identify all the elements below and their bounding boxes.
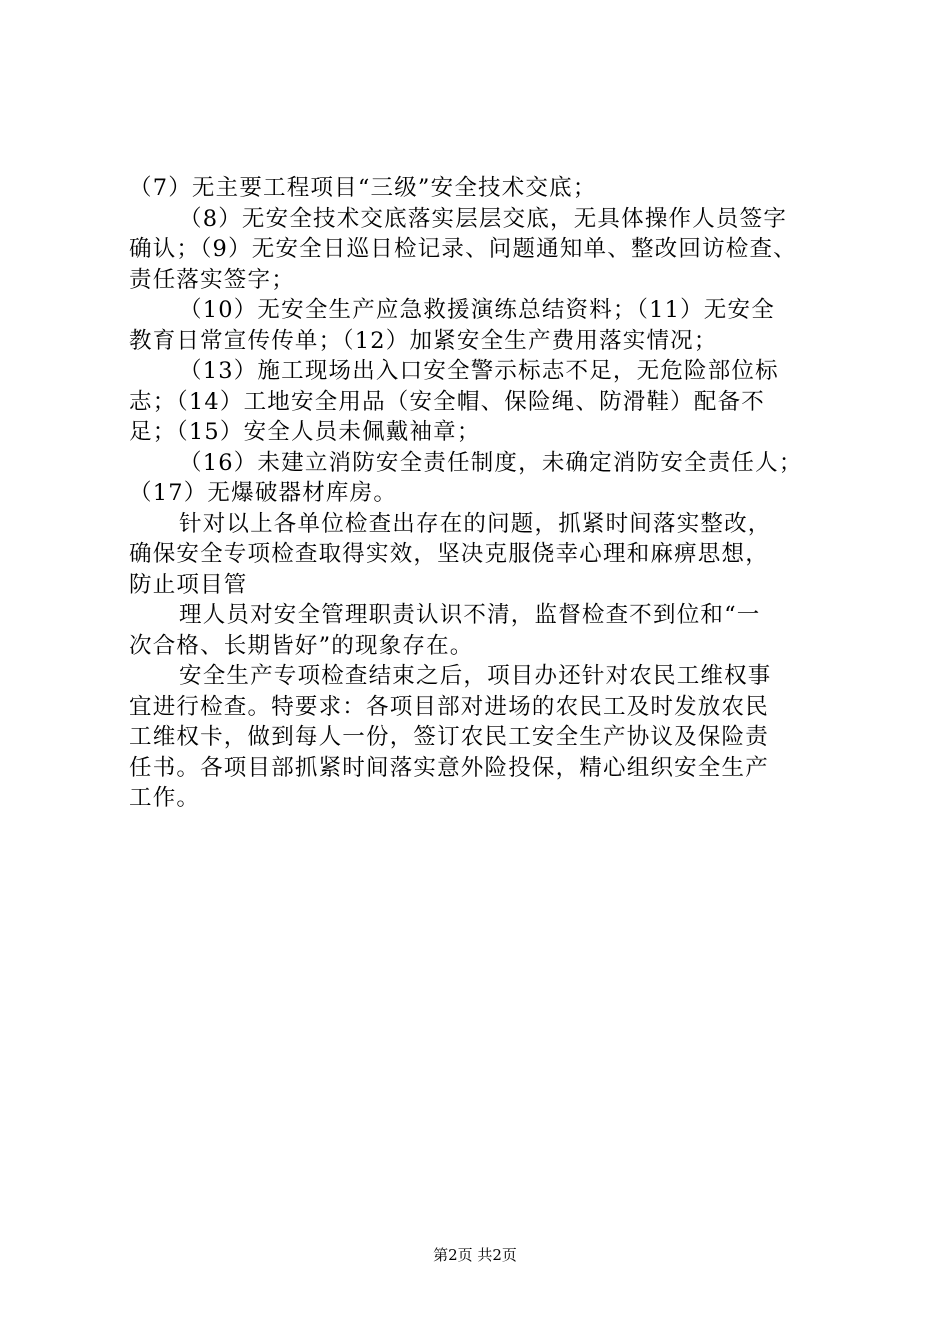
text-line-5: （10）无安全生产应急救援演练总结资料；（11）无安全 — [179, 297, 775, 323]
text-line-17: 安全生产专项检查结束之后，项目办还针对农民工维权事 — [179, 663, 772, 689]
text-line-11: （17）无爆破器材库房。 — [129, 480, 398, 506]
text-line-12: 针对以上各单位检查出存在的问题，抓紧时间落实整改， — [179, 510, 772, 537]
text-line-3: 确认；（9）无安全日巡日检记录、问题通知单、整改回访检查、 — [129, 236, 797, 262]
text-line-21: 工作。 — [129, 785, 201, 811]
text-line-13: 确保安全专项检查取得实效，坚决克服侥幸心理和麻痹思想， — [129, 541, 769, 567]
text-line-7: （13）施工现场出入口安全警示标志不足，无危险部位标 — [179, 358, 779, 384]
page-footer: 第2页 共2页 — [433, 1246, 517, 1264]
text-line-6: 教育日常宣传传单；（12）加紧安全生产费用落实情况； — [129, 327, 718, 354]
text-line-10: （16）未建立消防安全责任制度，未确定消防安全责任人； — [179, 449, 803, 476]
text-line-16: 次合格、长期皆好”的现象存在。 — [129, 632, 474, 659]
text-line-14: 防止项目管 — [129, 571, 248, 598]
text-line-8: 志；（14）工地安全用品（安全帽、保险绳、防滑鞋）配备不 — [129, 388, 765, 415]
document-body — [129, 173, 834, 814]
text-line-15: 理人员对安全管理职责认识不清，监督检查不到位和“一 — [179, 602, 761, 628]
text-line-9: 足；（15）安全人员未佩戴袖章； — [129, 419, 481, 445]
text-line-1: （7）无主要工程项目“三级”安全技术交底； — [129, 175, 597, 201]
text-line-19: 工维权卡，做到每人一份，签订农民工安全生产协议及保险责 — [129, 724, 769, 750]
text-line-18: 宜进行检查。特要求：各项目部对进场的农民工及时发放农民 — [129, 693, 769, 720]
text-line-20: 任书。各项目部抓紧时间落实意外险投保，精心组织安全生产 — [129, 754, 769, 781]
text-line-4: 责任落实签字； — [129, 266, 295, 293]
text-line-2: （8）无安全技术交底落实层层交底，无具体操作人员签字 — [179, 205, 788, 232]
